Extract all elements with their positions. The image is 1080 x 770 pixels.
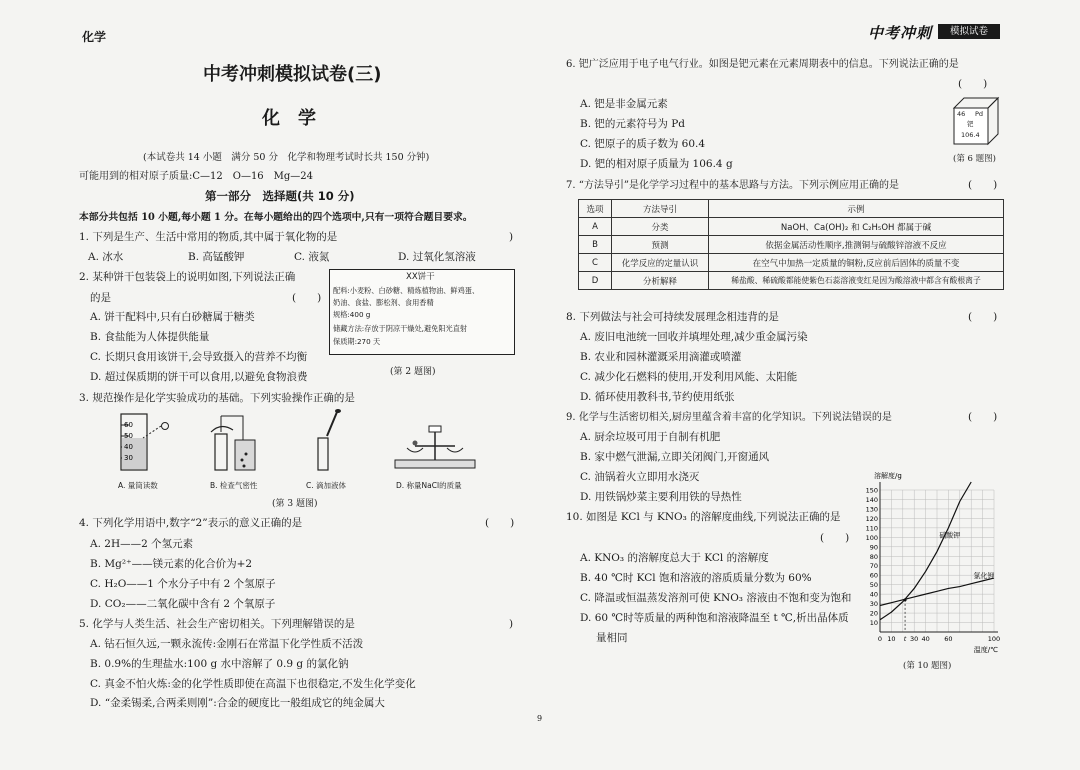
series-label: 氯化钾 — [973, 572, 995, 581]
atomic-mass-line: 可能用到的相对原子质量:C—12 O—16 Mg—24 — [79, 171, 314, 182]
x-tick-label: t — [903, 635, 907, 643]
table-cell: B — [579, 236, 612, 254]
q2-option-a: A. 饼干配料中,只有白砂糖属于糖类 — [90, 311, 255, 323]
q1-option-b: B. 高锰酸钾 — [188, 251, 245, 263]
q6-option-a: A. 钯是非金属元素 — [580, 98, 668, 110]
brand-tag: 模拟试卷 — [938, 24, 1000, 39]
biscuit-label-box — [329, 269, 515, 355]
solubility-chart — [854, 466, 1004, 658]
q10-option-d-line1: D. 60 ℃时等质量的两种饱和溶液降温至 t ℃,析出晶体质 — [580, 612, 849, 624]
table-cell: 在空气中加热一定质量的铜粉,反应前后固体的质量不变 — [709, 254, 1004, 272]
y-tick-label: 20 — [869, 609, 878, 618]
y-axis-label: 溶解度/g — [874, 472, 902, 480]
brand-logo: 中考冲刺 — [868, 24, 933, 42]
q7-header-option: 选项 — [579, 200, 612, 218]
exam-info: (本试卷共 14 小题 满分 50 分 化学和物理考试时长共 150 分钟) — [143, 152, 430, 163]
q4-paren: ( ) — [485, 517, 515, 529]
q10-stem: 10. 如图是 KCl 与 KNO₃ 的溶解度曲线,下列说法正确的是 — [566, 511, 841, 523]
y-tick-label: 60 — [869, 571, 878, 580]
brand-header — [868, 22, 1004, 42]
q6-option-b: B. 钯的元素符号为 Pd — [580, 118, 686, 130]
series-label: 硝酸钾 — [939, 531, 961, 540]
intersection-point — [904, 598, 907, 601]
graduated-cylinder-icon — [121, 414, 169, 470]
y-tick-label: 110 — [865, 524, 878, 533]
q6-option-c: C. 钯原子的质子数为 60.4 — [580, 138, 706, 150]
q8-option-d: D. 循环使用教科书,节约使用纸张 — [580, 391, 735, 403]
q4-option-c: C. H₂O——1 个水分子中有 2 个氢原子 — [90, 578, 276, 590]
cyl-tick-60: 60 — [124, 421, 133, 429]
pd-atomic-number: 46 — [957, 110, 966, 118]
table-cell: C — [579, 254, 612, 272]
part1-instructions: 本部分共包括 10 小题,每小题 1 分。在每小题给出的四个选项中,只有一项符合题目要求。 — [79, 212, 473, 223]
x-tick-label: 0 — [877, 635, 883, 643]
table-cell: 分类 — [612, 218, 709, 236]
subject-title: 化 学 — [262, 108, 316, 129]
y-tick-label: 70 — [869, 562, 878, 571]
q5-paren: ) — [509, 618, 514, 630]
biscuit-label-line1: 配料:小麦粉、白砂糖、精炼植物油、鲜鸡蛋、 — [333, 286, 480, 295]
q7-header-example: 示例 — [709, 200, 1004, 218]
q7-method-table — [578, 199, 1004, 290]
y-tick-label: 140 — [865, 495, 878, 504]
q4-option-d: D. CO₂——二氧化碳中含有 2 个氧原子 — [90, 598, 276, 610]
q9-option-c: C. 油锅着火立即用水浇灭 — [580, 471, 700, 483]
table-cell: 分析解释 — [612, 272, 709, 290]
part1-heading: 第一部分 选择题(共 10 分) — [205, 189, 355, 203]
cyl-tick-40: 40 — [124, 443, 133, 451]
q6-option-d: D. 钯的相对原子质量为 106.4 g — [580, 158, 733, 170]
subject-tag: 化学 — [82, 30, 107, 44]
q10-option-d-line2: 量相同 — [596, 632, 628, 644]
biscuit-label-line5: 保质期:270 天 — [333, 337, 381, 346]
table-row — [579, 236, 1004, 254]
q3-label-a: A. 量筒读数 — [118, 481, 158, 490]
y-tick-label: 30 — [869, 600, 878, 609]
q3-label-c: C. 滴加液体 — [306, 481, 347, 490]
table-cell: 稀盐酸、稀硫酸都能使紫色石蕊溶液变红是因为酸溶液中都含有酸根离子 — [709, 272, 1004, 290]
pd-symbol: Pd — [975, 110, 984, 118]
q10-option-b: B. 40 ℃时 KCl 饱和溶液的溶质质量分数为 60% — [580, 572, 812, 584]
q8-option-a: A. 废旧电池统一回收并填埋处理,减少重金属污染 — [580, 331, 808, 343]
table-cell: A — [579, 218, 612, 236]
q2-caption: (第 2 题图) — [390, 367, 436, 377]
pd-name: 钯 — [967, 120, 974, 128]
table-cell: 依据金属活动性顺序,推测铜与硫酸锌溶液不反应 — [709, 236, 1004, 254]
q5-option-a: A. 钻石恒久远,一颗永流传:金刚石在常温下化学性质不活泼 — [90, 638, 364, 650]
table-row — [579, 272, 1004, 290]
pd-atomic-mass: 106.4 — [961, 131, 980, 139]
q5-option-d: D. “金柔锡柔,合两柔则刚”:合金的硬度比一般组成它的纯金属大 — [90, 697, 385, 709]
y-tick-label: 50 — [869, 581, 878, 590]
q7-table-header-row — [579, 200, 1004, 218]
q7-stem: 7. “方法导引”是化学学习过程中的基本思路与方法。下列示例应用正确的是 — [566, 180, 899, 191]
q9-stem: 9. 化学与生活密切相关,厨房里蕴含着丰富的化学知识。下列说法错误的是 — [566, 412, 892, 423]
x-axis-label: 温度/℃ — [973, 646, 998, 654]
cyl-tick-30: 30 — [124, 454, 133, 462]
q5-option-c: C. 真金不怕火炼:金的化学性质即使在高温下也很稳定,不发生化学变化 — [90, 678, 416, 690]
q8-option-c: C. 减少化石燃料的使用,开发利用风能、太阳能 — [580, 371, 798, 383]
q9-paren: ( ) — [968, 411, 998, 423]
q1-option-d: D. 过氧化氢溶液 — [398, 251, 476, 263]
q3-label-d: D. 称量NaCl的质量 — [396, 481, 462, 490]
q5-stem: 5. 化学与人类生活、社会生产密切相关。下列理解错误的是 — [79, 618, 355, 630]
q1-stem: 1. 下列是生产、生活中常用的物质,其中属于氧化物的是 — [79, 231, 338, 243]
q3-caption: (第 3 题图) — [272, 499, 318, 509]
table-row — [579, 254, 1004, 272]
balance-scale-icon — [395, 426, 475, 468]
y-tick-label: 120 — [865, 514, 878, 523]
table-row — [579, 218, 1004, 236]
q1-option-a: A. 冰水 — [88, 251, 124, 263]
q4-stem: 4. 下列化学用语中,数字“2”表示的意义正确的是 — [79, 517, 303, 529]
q8-option-b: B. 农业和园林灌溉采用滴灌或喷灌 — [580, 351, 742, 363]
q7-paren: ( ) — [968, 179, 998, 191]
q1-paren: ) — [509, 231, 514, 243]
x-tick-label: 10 — [887, 635, 896, 643]
dropper-icon — [318, 409, 341, 470]
table-cell: 预测 — [612, 236, 709, 254]
q6-paren: ( ) — [958, 78, 988, 90]
q6-stem: 6. 钯广泛应用于电子电气行业。如图是钯元素在元素周期表中的信息。下列说法正确的是 — [566, 59, 959, 70]
y-tick-label: 130 — [865, 505, 878, 514]
table-cell: D — [579, 272, 612, 290]
q10-option-a: A. KNO₃ 的溶解度总大于 KCl 的溶解度 — [580, 552, 769, 564]
q2-option-b: B. 食盐能为人体提供能量 — [90, 331, 210, 343]
x-tick-label: 40 — [921, 635, 930, 643]
q6-caption: (第 6 题图) — [953, 154, 996, 164]
q9-option-b: B. 家中燃气泄漏,立即关闭阀门,开窗通风 — [580, 451, 770, 463]
q2-paren: ( ) — [292, 292, 322, 304]
q3-apparatus-illustrations — [115, 408, 495, 480]
q2-stem-line2: 的是 — [90, 292, 111, 304]
biscuit-label-line2: 奶油、食盐、膨松剂、食用香精 — [333, 298, 434, 307]
q9-option-d: D. 用铁锅炒菜主要利用铁的导热性 — [580, 491, 742, 503]
y-tick-label: 10 — [869, 619, 878, 628]
cyl-tick-50: 50 — [124, 432, 133, 440]
y-tick-label: 150 — [865, 486, 878, 495]
q10-caption: (第 10 题图) — [903, 661, 952, 671]
y-tick-label: 90 — [869, 543, 878, 552]
exam-title: 中考冲刺模拟试卷(三) — [203, 64, 382, 85]
q1-option-c: C. 液氮 — [294, 251, 330, 263]
q10-option-c: C. 降温或恒温蒸发溶剂可使 KNO₃ 溶液由不饱和变为饱和 — [580, 592, 852, 604]
y-tick-label: 100 — [865, 533, 878, 542]
q3-stem: 3. 规范操作是化学实验成功的基础。下列实验操作正确的是 — [79, 392, 355, 404]
x-tick-label: 100 — [987, 635, 1001, 643]
q4-option-a: A. 2H——2 个氢元素 — [90, 538, 194, 550]
y-tick-label: 80 — [869, 552, 878, 561]
q9-option-a: A. 厨余垃圾可用于自制有机肥 — [580, 431, 721, 443]
q7-header-method: 方法导引 — [612, 200, 709, 218]
airtightness-check-icon — [211, 416, 255, 470]
q2-stem-line1: 2. 某种饼干包装袋上的说明如图,下列说法正确 — [79, 271, 296, 283]
q8-paren: ( ) — [968, 311, 998, 323]
table-cell: 化学反应的定量认识 — [612, 254, 709, 272]
page-number: 9 — [537, 714, 543, 723]
q10-paren: ( ) — [820, 532, 850, 544]
y-tick-label: 40 — [869, 590, 878, 599]
q2-option-d: D. 超过保质期的饼干可以食用,以避免食物浪费 — [90, 371, 308, 383]
q4-option-b: B. Mg²⁺——镁元素的化合价为+2 — [90, 558, 253, 570]
x-tick-label: 30 — [910, 635, 919, 643]
table-cell: NaOH、Ca(OH)₂ 和 C₂H₅OH 都属于碱 — [709, 218, 1004, 236]
biscuit-label-line3: 规格:400 g — [333, 310, 371, 319]
biscuit-label-title: XX饼干 — [406, 272, 435, 282]
q8-stem: 8. 下列做法与社会可持续发展理念相违背的是 — [566, 311, 779, 323]
biscuit-label-line4: 储藏方法:存放于阴凉干燥处,避免阳光直射 — [333, 324, 468, 333]
q3-label-b: B. 检查气密性 — [210, 481, 258, 490]
q5-option-b: B. 0.9%的生理盐水:100 g 水中溶解了 0.9 g 的氯化钠 — [90, 658, 349, 670]
x-tick-label: 60 — [944, 635, 953, 643]
q2-option-c: C. 长期只食用该饼干,会导致摄入的营养不均衡 — [90, 351, 308, 363]
